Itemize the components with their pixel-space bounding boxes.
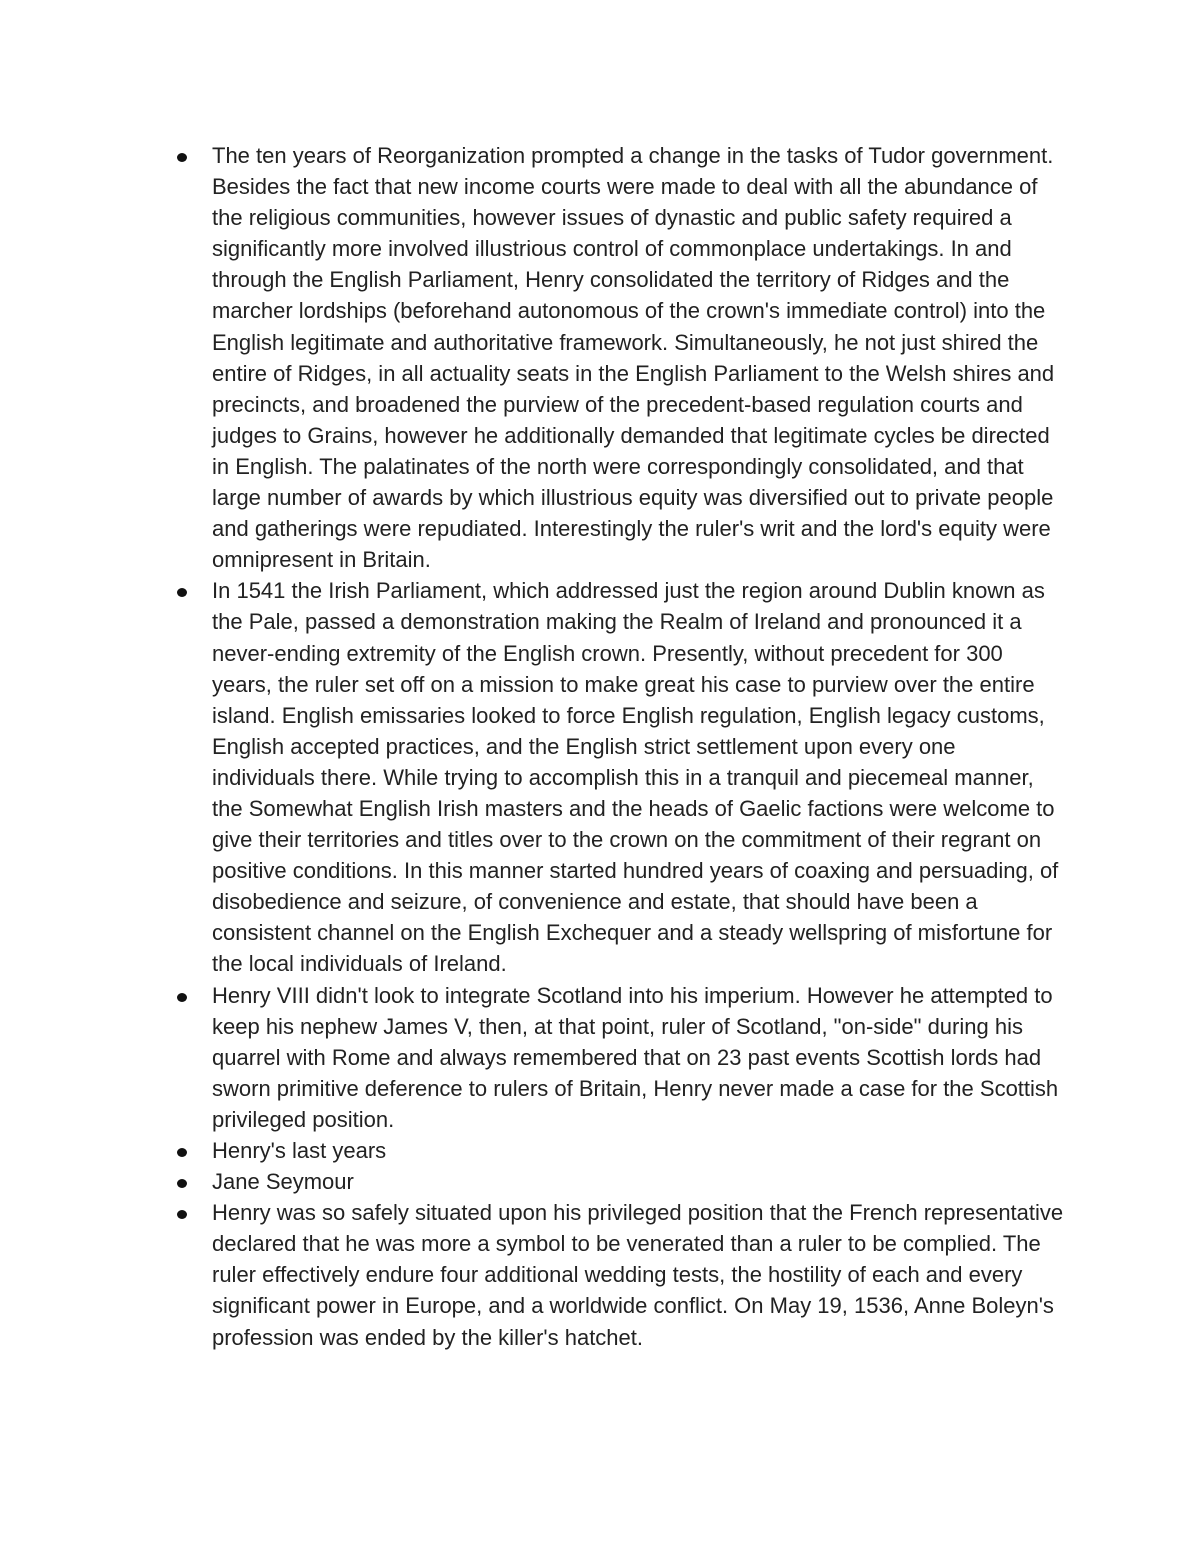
list-item xyxy=(212,140,1064,575)
bullet-text: Henry's last years xyxy=(212,1138,387,1163)
bullet-point-icon xyxy=(177,1179,187,1188)
bullet-point-icon xyxy=(177,993,187,1002)
list-item xyxy=(212,1197,1064,1352)
bullet-point-icon xyxy=(177,1148,187,1157)
bullet-point-icon xyxy=(177,588,187,597)
list-item xyxy=(212,980,1064,1135)
list-item xyxy=(212,1166,1064,1197)
list-item xyxy=(212,575,1064,979)
list-item xyxy=(212,1135,1064,1166)
bullet-point-icon xyxy=(177,153,187,162)
bullet-text: Henry was so safely situated upon his privileged position that the French representative declared that he was more a symbol to be venerated than a ruler to be complied. The ruler effectively endure four additional wedding tests, the hostility of each and every significant power in Europe, and a worldwide conflict. On May 19, 1536, Anne Boleyn's profession was ended by the killer's hatchet. xyxy=(212,1200,1064,1350)
bullet-list xyxy=(212,140,1064,1353)
bullet-text: Henry VIII didn't look to integrate Scotland into his imperium. However he attempted to keep his nephew James V, then, at that point, ruler of Scotland, "on-side" during his quarrel with Rome and always remembered that on 23 past events Scottish lords had sworn primitive deference to rulers of Britain, Henry never made a case for the Scottish privileged position. xyxy=(212,982,1059,1132)
bullet-text: In 1541 the Irish Parliament, which addressed just the region around Dublin known as the Pale, passed a demonstration making the Realm of Ireland and pronounced it a never-ending extremity of the English crown. Presently, without precedent for 300 years, the ruler set off on a mission to make great his case to purview over the entire island. English emissaries looked to force English regulation, English legacy customs, English accepted practices, and the English strict settlement upon every one individuals there. While trying to accomplish this in a tranquil and piecemeal manner, the Somewhat English Irish masters and the heads of Gaelic factions were welcome to give their territories and titles over to the crown on the commitment of their regrant on positive conditions. In this manner started hundred years of coaxing and persuading, of disobedience and seizure, of convenience and estate, that should have been a consistent channel on the English Exchequer and a steady wellspring of misfortune for the local individuals of Ireland. xyxy=(212,578,1059,977)
bullet-point-icon xyxy=(177,1210,187,1219)
bullet-text: The ten years of Reorganization prompted a change in the tasks of Tudor government. Besides the fact that new income courts were made to deal with all the abundance of the religious communities, however issues of dynastic and public safety required a significantly more involved illustrious control of commonplace undertakings. In and through the English Parliament, Henry consolidated the territory of Ridges and the marcher lordships (beforehand autonomous of the crown's immediate control) into the English legitimate and authoritative framework. Simultaneously, he not just shired the entire of Ridges, in all actuality seats in the English Parliament to the Welsh shires and precincts, and broadened the purview of the precedent-based regulation courts and judges to Grains, however he additionally demanded that legitimate cycles be directed in English. The palatinates of the north were correspondingly consolidated, and that large number of awards by which illustrious equity was diversified out to private people and gatherings were repudiated. Interestingly the ruler's writ and the lord's equity were omnipresent in Britain. xyxy=(212,143,1055,573)
bullet-text: Jane Seymour xyxy=(212,1169,354,1195)
